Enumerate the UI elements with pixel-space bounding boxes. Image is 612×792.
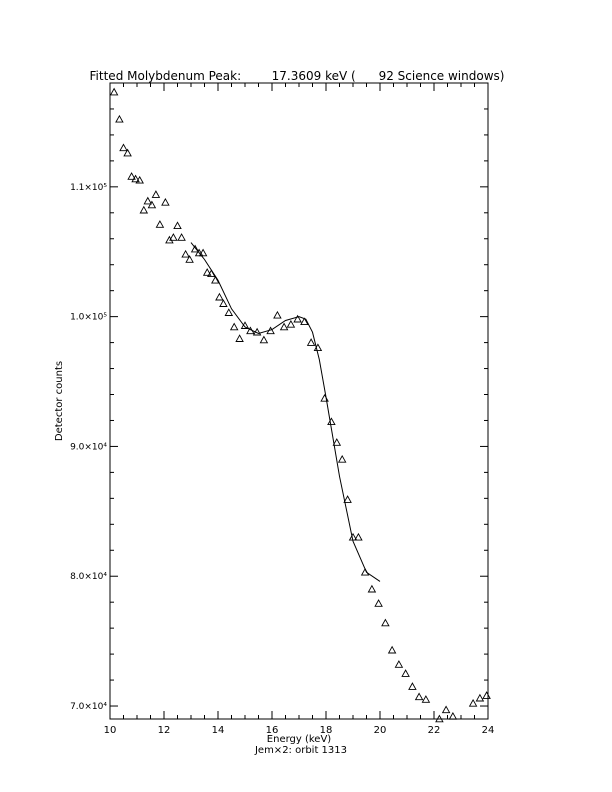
data-point <box>328 418 335 424</box>
data-point <box>111 89 118 95</box>
data-point <box>409 683 416 689</box>
data-point <box>449 713 456 719</box>
data-point <box>368 586 375 592</box>
x-tick-label: 16 <box>265 725 279 736</box>
data-point <box>395 661 402 667</box>
data-point <box>225 309 232 315</box>
data-point <box>231 324 238 330</box>
data-point <box>321 395 328 401</box>
data-point <box>339 456 346 462</box>
chart-subtitle: Jem×2: orbit 1313 <box>254 745 348 756</box>
x-axis-ticks <box>110 83 488 719</box>
data-point <box>375 600 382 606</box>
data-point <box>162 199 169 205</box>
x-tick-label: 20 <box>373 725 387 736</box>
x-tick-label: 12 <box>157 725 171 736</box>
data-point <box>236 335 243 341</box>
data-point <box>174 222 181 228</box>
data-point <box>182 251 189 257</box>
data-point <box>148 202 155 208</box>
data-point <box>120 144 127 150</box>
data-point <box>389 647 396 653</box>
chart-title: Fitted Molybdenum Peak: 17.3609 keV ( 92 Science windows) <box>89 69 505 83</box>
x-tick-label: 10 <box>103 725 117 736</box>
data-point <box>281 324 288 330</box>
data-point <box>422 696 429 702</box>
y-tick-label: 7.0×10⁴ <box>70 702 107 713</box>
y-axis-ticks <box>110 83 488 706</box>
data-point <box>156 221 163 227</box>
data-point <box>443 706 450 712</box>
data-point <box>402 670 409 676</box>
y-tick-label: 1.1×10⁵ <box>70 182 107 193</box>
x-tick-label: 24 <box>481 725 495 736</box>
x-axis-label: Energy (keV) <box>266 734 332 745</box>
data-point <box>144 198 151 204</box>
y-tick-label: 1.0×10⁵ <box>70 312 107 323</box>
data-point <box>476 695 483 701</box>
x-tick-label: 18 <box>319 725 333 736</box>
data-point <box>152 191 159 197</box>
data-point <box>416 693 423 699</box>
data-point <box>116 116 123 122</box>
data-point <box>470 700 477 706</box>
y-axis-label: Detector counts <box>54 360 65 442</box>
y-tick-label: 8.0×10⁴ <box>70 572 107 583</box>
data-point <box>178 234 185 240</box>
x-tick-label: 14 <box>211 725 225 736</box>
y-axis-tick-labels <box>70 183 107 712</box>
data-point <box>260 337 267 343</box>
x-tick-label: 22 <box>427 725 441 736</box>
data-point <box>204 269 211 275</box>
data-point <box>308 339 315 345</box>
data-point <box>382 620 389 626</box>
data-point <box>483 692 490 698</box>
data-point <box>216 294 223 300</box>
data-point <box>274 312 281 318</box>
data-point <box>140 207 147 213</box>
data-point <box>287 321 294 327</box>
y-tick-label: 9.0×10⁴ <box>70 442 107 453</box>
plot-frame <box>110 83 488 719</box>
data-point <box>220 300 227 306</box>
data-points-group <box>111 89 491 722</box>
